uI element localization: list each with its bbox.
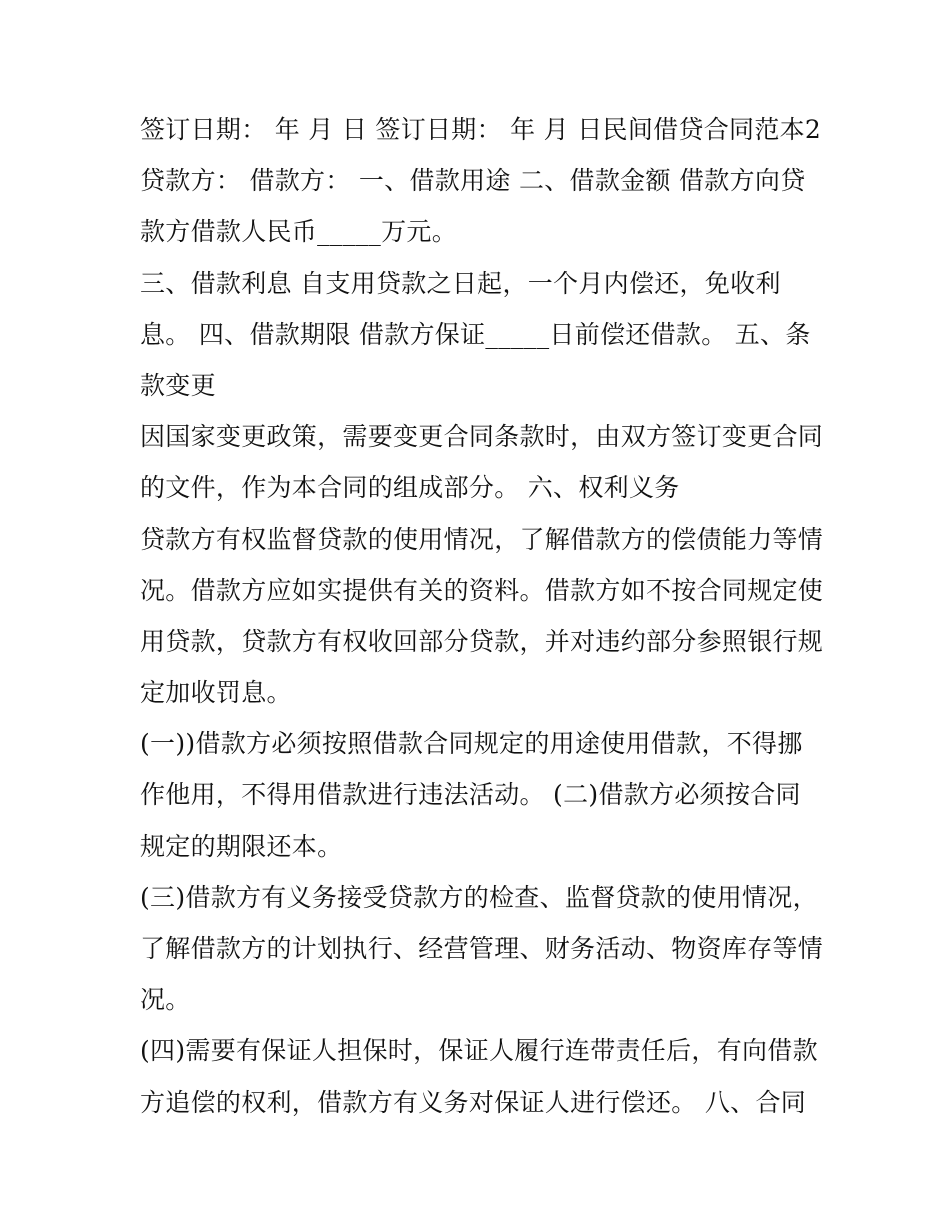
text-line: 贷款方： 借款方： 一、借款用途 二、借款金额 借款方向贷: [140, 166, 806, 196]
text-line: 规定的期限还本。: [140, 831, 343, 861]
text-line: 因国家变更政策，需要变更合同条款时，由双方签订变更合同: [140, 422, 824, 452]
text-line: 了解借款方的计划执行、经营管理、财务活动、物资库存等情: [140, 934, 824, 963]
text-line: 贷款方有权监督贷款的使用情况，了解借款方的偿债能力等情: [140, 524, 824, 554]
text-line: 息。 四、借款期限 借款方保证_____日前偿还借款。 五、条: [140, 319, 811, 349]
text-line: 款方借款人民币_____万元。: [140, 217, 458, 247]
text-line: 签订日期： 年 月 日 签订日期： 年 月 日民间借贷合同范本2: [140, 115, 822, 144]
text-line: 用贷款，贷款方有权收回部分贷款，并对违约部分参照银行规: [140, 626, 824, 656]
text-line: 作他用，不得用借款进行违法活动。 (二)借款方必须按合同: [140, 780, 801, 810]
text-line: 定加收罚息。: [140, 678, 292, 708]
text-line: (三)借款方有义务接受贷款方的检查、监督贷款的使用情况，: [140, 882, 818, 912]
text-line: (一))借款方必须按照借款合同规定的用途使用借款，不得挪: [140, 729, 803, 759]
text-line: 况。: [140, 985, 191, 1015]
text-line: 三、借款利息 自支用贷款之日起，一个月内偿还，免收利: [140, 268, 781, 298]
document-body: [140, 104, 824, 1128]
text-line: (四)需要有保证人担保时，保证人履行连带责任后，有向借款: [140, 1036, 818, 1066]
text-line: 的文件，作为本合同的组成部分。 六、权利义务: [140, 473, 680, 503]
text-line: 方追偿的权利，借款方有义务对保证人进行偿还。 八、合同: [140, 1087, 807, 1117]
text-line: 况。借款方应如实提供有关的资料。借款方如不按合同规定使: [140, 575, 824, 605]
text-line: 款变更: [140, 370, 216, 400]
